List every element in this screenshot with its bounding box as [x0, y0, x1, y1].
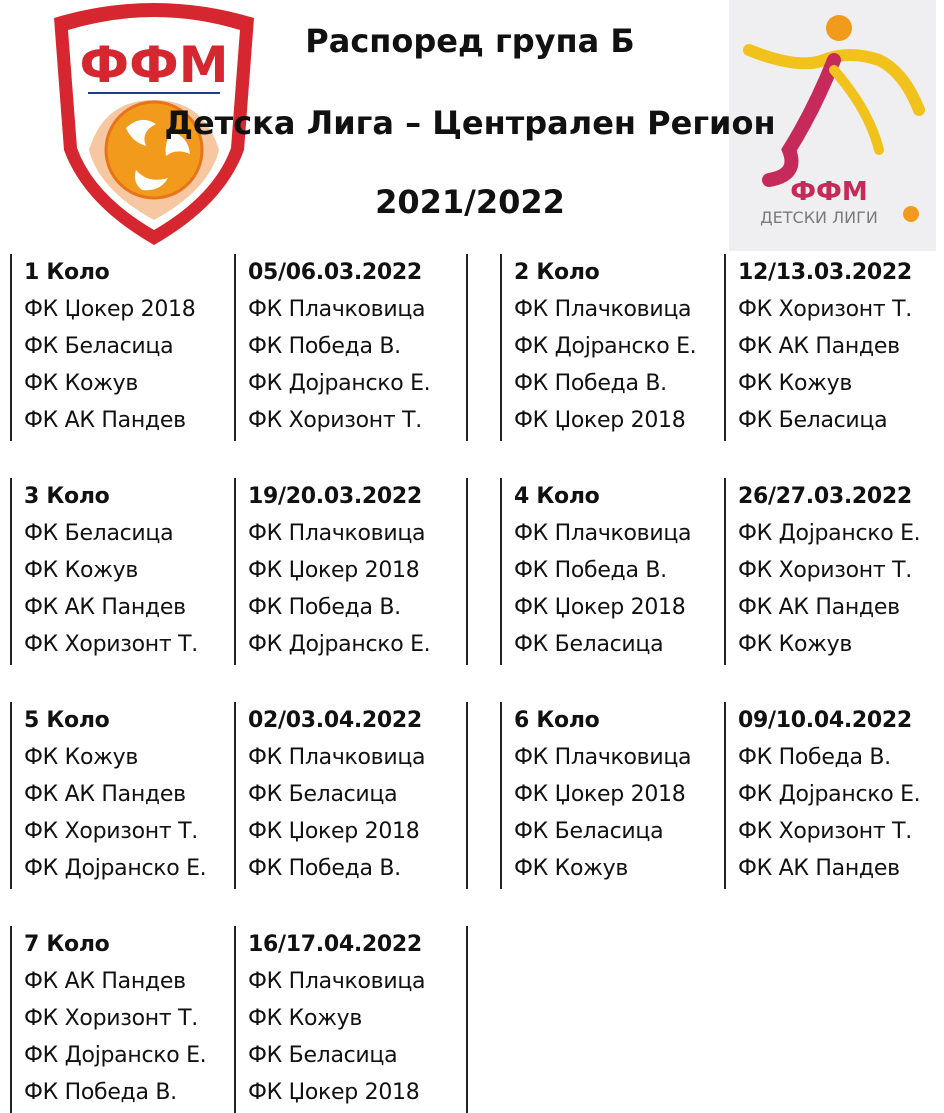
- home-column: [500, 702, 724, 889]
- away-team: ФК Дојранско Е.: [738, 521, 921, 546]
- away-team: ФК Победа В.: [738, 745, 891, 770]
- away-team: ФК Џокер 2018: [248, 1080, 420, 1105]
- home-team: ФК Беласица: [24, 521, 174, 546]
- round-date: 12/13.03.2022: [738, 260, 912, 285]
- away-team: ФК Победа В.: [248, 334, 401, 359]
- round-label: 6 Коло: [514, 708, 600, 733]
- home-team: ФК Џокер 2018: [514, 595, 686, 620]
- round-block: [10, 702, 468, 889]
- away-team: ФК АК Пандев: [738, 334, 900, 359]
- round-block: [10, 478, 468, 665]
- home-column: [500, 478, 724, 665]
- round-block: [500, 254, 944, 441]
- home-team: ФК Џокер 2018: [24, 297, 196, 322]
- away-column: [724, 478, 944, 665]
- home-team: ФК Победа В.: [514, 558, 667, 583]
- round-date: 05/06.03.2022: [248, 260, 422, 285]
- logo-right-subtext: ДЕТСКИ ЛИГИ: [760, 208, 878, 227]
- logo-left-text: ФФМ: [79, 36, 229, 94]
- away-team: ФК Џокер 2018: [248, 819, 420, 844]
- round-date: 26/27.03.2022: [738, 484, 912, 509]
- round-label: 3 Коло: [24, 484, 110, 509]
- away-team: ФК Кожув: [738, 371, 853, 396]
- home-team: ФК Победа В.: [514, 371, 667, 396]
- home-team: ФК Хоризонт Т.: [24, 632, 198, 657]
- round-date: 16/17.04.2022: [248, 932, 422, 957]
- home-team: ФК Кожув: [24, 371, 139, 396]
- away-team: ФК Плачковица: [248, 969, 426, 994]
- home-column: [10, 702, 234, 889]
- away-team: ФК Кожув: [738, 632, 853, 657]
- home-team: ФК Кожув: [24, 558, 139, 583]
- home-team: ФК Беласица: [514, 819, 664, 844]
- column-divider: [466, 478, 468, 665]
- round-label: 7 Коло: [24, 932, 110, 957]
- away-team: ФК Победа В.: [248, 595, 401, 620]
- round-label: 2 Коло: [514, 260, 600, 285]
- away-team: ФК Џокер 2018: [248, 558, 420, 583]
- column-divider: [466, 926, 468, 1113]
- away-column: [234, 254, 466, 441]
- home-team: ФК АК Пандев: [24, 969, 186, 994]
- round-block: [500, 478, 944, 665]
- column-divider: [466, 254, 468, 441]
- round-label: 5 Коло: [24, 708, 110, 733]
- home-team: ФК Кожув: [24, 745, 139, 770]
- round-date: 02/03.04.2022: [248, 708, 422, 733]
- away-team: ФК Плачковица: [248, 745, 426, 770]
- round-date: 19/20.03.2022: [248, 484, 422, 509]
- home-team: ФК Плачковица: [514, 521, 692, 546]
- away-team: ФК Дојранско Е.: [738, 782, 921, 807]
- title-league: Детска Лига – Централен Регион: [164, 104, 776, 142]
- away-team: ФК Хоризонт Т.: [738, 819, 912, 844]
- round-date: 09/10.04.2022: [738, 708, 912, 733]
- round-block: [500, 702, 944, 889]
- away-column: [724, 702, 944, 889]
- away-column: [724, 254, 944, 441]
- home-team: ФК Беласица: [514, 632, 664, 657]
- away-team: ФК Беласица: [248, 782, 398, 807]
- home-team: ФК Хоризонт Т.: [24, 1006, 198, 1031]
- home-team: ФК Плачковица: [514, 297, 692, 322]
- round-block: [10, 926, 468, 1113]
- away-column: [234, 702, 466, 889]
- away-column: [234, 926, 466, 1113]
- home-team: ФК Дојранско Е.: [24, 1043, 207, 1068]
- home-team: ФК Кожув: [514, 856, 629, 881]
- away-team: ФК АК Пандев: [738, 856, 900, 881]
- home-team: ФК Плачковица: [514, 745, 692, 770]
- away-column: [234, 478, 466, 665]
- title-group: Распоред група Б: [305, 22, 635, 60]
- away-team: ФК Хоризонт Т.: [738, 558, 912, 583]
- home-team: ФК Џокер 2018: [514, 408, 686, 433]
- home-team: ФК Победа В.: [24, 1080, 177, 1105]
- away-team: ФК Плачковица: [248, 297, 426, 322]
- home-team: ФК Дојранско Е.: [24, 856, 207, 881]
- home-team: ФК Дојранско Е.: [514, 334, 697, 359]
- away-team: ФК Победа В.: [248, 856, 401, 881]
- round-block: [10, 254, 468, 441]
- away-team: ФК АК Пандев: [738, 595, 900, 620]
- away-team: ФК Кожув: [248, 1006, 363, 1031]
- home-column: [10, 254, 234, 441]
- home-team: ФК АК Пандев: [24, 595, 186, 620]
- away-team: ФК Дојранско Е.: [248, 632, 431, 657]
- home-team: ФК Џокер 2018: [514, 782, 686, 807]
- home-team: ФК Хоризонт Т.: [24, 819, 198, 844]
- column-divider: [466, 702, 468, 889]
- home-team: ФК Беласица: [24, 334, 174, 359]
- round-label: 1 Коло: [24, 260, 110, 285]
- away-team: ФК Беласица: [738, 408, 888, 433]
- home-team: ФК АК Пандев: [24, 408, 186, 433]
- home-column: [10, 926, 234, 1113]
- home-team: ФК АК Пандев: [24, 782, 186, 807]
- logo-right-text: ФФМ: [790, 177, 868, 207]
- home-column: [500, 254, 724, 441]
- away-team: ФК Хоризонт Т.: [248, 408, 422, 433]
- away-team: ФК Беласица: [248, 1043, 398, 1068]
- title-season: 2021/2022: [375, 183, 565, 221]
- away-team: ФК Плачковица: [248, 521, 426, 546]
- away-team: ФК Дојранско Е.: [248, 371, 431, 396]
- round-label: 4 Коло: [514, 484, 600, 509]
- home-column: [10, 478, 234, 665]
- away-team: ФК Хоризонт Т.: [738, 297, 912, 322]
